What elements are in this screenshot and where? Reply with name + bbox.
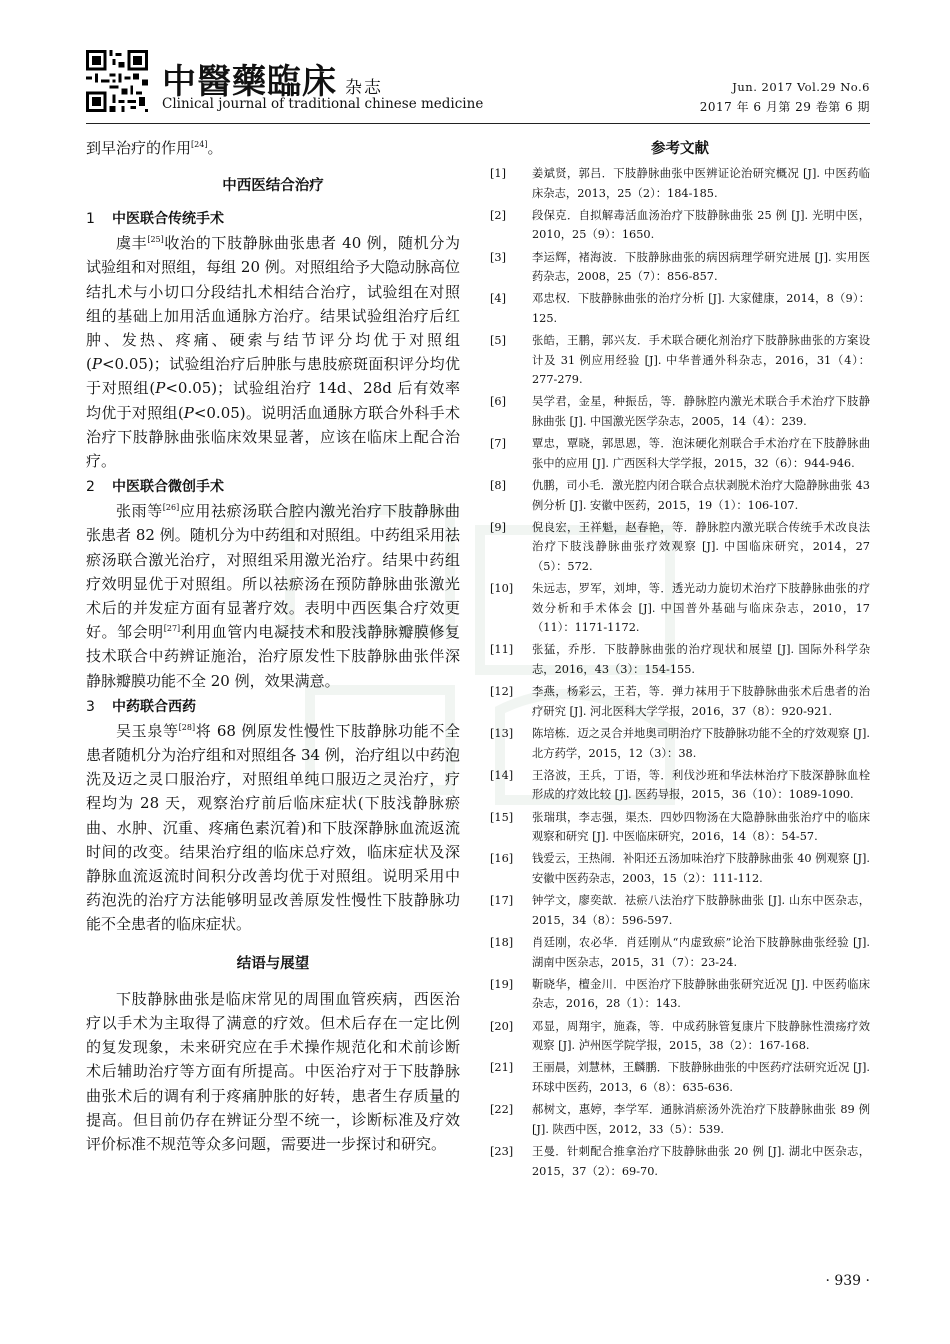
reference-item: [22] 郝树文，惠婷，李学军．通脉消瘀汤外洗治疗下肢静脉曲张 89 例 [J]. 陕西中医，2012，33（5）：539. bbox=[490, 1103, 870, 1136]
reference-item: [21] 王丽晨，刘慧林，王麟鹏．下肢静脉曲张的中医药疗法研究近况 [J]. 环球中医药，2013，6（8）：635-636. bbox=[490, 1061, 870, 1094]
reference-item: [8] 仇鹏，司小毛．激光腔内闭合联合点状剥脱术治疗大隐静脉曲张 43 例分析 [J]. 安徽中医药，2015，19（1）：106-107. bbox=[490, 479, 870, 512]
reference-item: [17] 钟学文，廖奕歆．祛瘀八法治疗下肢静脉曲张 [J]. 山东中医杂志，2015，34（8）：596-597. bbox=[490, 894, 870, 927]
reference-item: [11] 张猛，乔彤．下肢静脉曲张的治疗现状和展望 [J]. 国际外科学杂志，2016，43（3）：154-155. bbox=[490, 643, 870, 676]
reference-item: [15] 张瑞琪，李志强，渠杰．四妙四物汤在大隐静脉曲张治疗中的临床观察和研究 [J]. 中医临床研究，2016，14（8）：54-57. bbox=[490, 810, 870, 844]
reference-item: [10] 朱远志，罗军，刘坤，等．透光动力旋切术治疗下肢静脉曲张的疗效分析和手术体会 [J]. 中国普外基础与临床杂志，2010，17（11）：1171-1172. bbox=[490, 582, 870, 635]
page-number: · 939 · bbox=[825, 1273, 870, 1289]
reference-item: [16] 钱爱云，王热闹．补阳还五汤加味治疗下肢静脉曲张 40 例观察 [J]. 安徽中医药杂志，2003，15（2）：111-112. bbox=[490, 852, 870, 885]
right-column bbox=[490, 136, 870, 1184]
reference-item: [19] 靳晓华，檀金川．中医治疗下肢静脉曲张研究近况 [J]. 中医药临床杂志，2016，28（1）：143. bbox=[490, 977, 870, 1011]
reference-item: [3] 李运辉，褚海波．下肢静脉曲张的病因病理学研究进展 [J]. 实用医药杂志，2008，25（7）：856-857. bbox=[490, 250, 870, 284]
reference-item: [14] 王洛波，王兵，丁语，等．利伐沙班和华法林治疗下肢深静脉血栓形成的疗效比较 [J]. 医药导报，2015，36（10）：1089-1090. bbox=[490, 768, 870, 802]
subsection-title: 3 中药联合西药 bbox=[86, 698, 196, 715]
issue-info-en: Jun. 2017 Vol.29 No.6 bbox=[732, 80, 870, 94]
citation[interactable]: [27] bbox=[163, 624, 181, 634]
reference-item: [2] 段保克．自拟解毒活血汤治疗下肢静脉曲张 25 例 [J]. 光明中医，2010，25（9）：1650. bbox=[490, 208, 870, 242]
reference-item: [1] 姜斌贤，郭吕．下肢静脉曲张中医辨证论治研究概况 [J]. 中医药临床杂志，2013，25（2）：184-185. bbox=[490, 167, 870, 200]
journal-name-suffix: 杂志 bbox=[345, 78, 383, 98]
conclusion-paragraph: 下肢静脉曲张是临床常见的周围血管疾病，西医治疗以手术为主取得了满意的疗效。但术后存在一定比例的复发现象，未来研究应在手术操作规范化和术前诊断术后辅助治疗等方面有所提高。中医治疗对于下肢静脉曲张术后的调有利于疼痛肿胀的好转，患者生存质量的提高。但目前仍存在辨证分型不统一，诊断标准及疗效评价标准不规范等众多问题，需要进一步探讨和研究。 bbox=[86, 989, 460, 1153]
reference-item: [18] 肖廷刚，农必华．肖廷刚从“内虚致瘀”论治下肢静脉曲张经验 [J]. 湖南中医杂志，2015，31（7）：23-24. bbox=[490, 936, 870, 969]
citation[interactable]: [26] bbox=[162, 503, 180, 513]
subsection-title: 2 中医联合微创手术 bbox=[86, 479, 224, 496]
reference-item: [20] 邓显，周翔宇，施森，等．中成药脉管复康片下肢静脉性溃疡疗效观察 [J]. 泸州医学院学报，2015，38（2）：167-168. bbox=[490, 1019, 870, 1053]
citation[interactable]: [24] bbox=[191, 140, 208, 149]
journal-name-cn: 中醫藥臨床 bbox=[162, 62, 337, 102]
reference-item: [12] 李燕，杨彩云，王若，等．弹力袜用于下肢静脉曲张术后患者的治疗研究 [J]. 河北医科大学学报，2016，37（8）：920-921. bbox=[490, 685, 870, 718]
reference-item: [5] 张皓，王鹏，郭兴友．手术联合硬化剂治疗下肢静脉曲张的方案设计及 31 例应用经验 [J]. 中华普通外科杂志，2016，31（4）：277-279. bbox=[490, 334, 870, 387]
reference-item: [9] 倪良宏，王祥魁，赵春艳，等．静脉腔内激光联合传统手术改良法治疗下肢浅静脉曲张疗效观察 [J]. 中国临床研究，2014，27（5）：572. bbox=[490, 520, 870, 573]
left-column bbox=[86, 136, 460, 1156]
conclusion-title: 结语与展望 bbox=[236, 955, 310, 972]
body-paragraph: 吴玉泉等[28]将 68 例原发性慢性下肢静脉功能不全患者随机分为治疗组和对照组各 34 例，治疗组以中药泡洗及迈之灵口服治疗，对照组单纯口服迈之灵治疗，疗程均为 28 天，观察治疗前后临床症状(下肢浅静脉瘀曲、水肿、沉重、疼痛色素沉着)和下肢深静脉血流返流时间的改变。结果治疗组的临床总疗效，临床症状及深静脉血流返流时间积分改善均优于对照组。说明采用中药泡洗的治疗方法能够明显改善原发性慢性下肢静脉功能不全患者的临床症状。 bbox=[86, 721, 460, 934]
references-title: 参考文献 bbox=[651, 141, 709, 157]
reference-item: [7] 覃忠，覃晓，郭思恩，等．泡沫硬化剂联合手术治疗在下肢静脉曲张中的应用 [J]. 广西医科大学学报，2015，32（6）：944-946. bbox=[490, 437, 870, 470]
journal-name-en: Clinical journal of traditional chinese medicine bbox=[162, 96, 484, 112]
reference-item: [6] 吴学君，金星，种振岳，等．静脉腔内激光术联合手术治疗下肢静脉曲张 [J]. 中国激光医学杂志，2005，14（4）：239. bbox=[490, 395, 870, 428]
reference-list bbox=[490, 164, 870, 1181]
reference-item: [4] 邓忠权．下肢静脉曲张的治疗分析 [J]. 大家健康，2014，8（9）：125. bbox=[490, 292, 870, 325]
subsection-title: 1 中医联合传统手术 bbox=[86, 211, 224, 228]
citation[interactable]: [28] bbox=[178, 722, 196, 732]
body-paragraph: 张雨等[26]应用祛瘀汤联合腔内激光治疗下肢静脉曲张患者 82 例。随机分为中药组和对照组。中药组采用祛瘀汤联合激光治疗，对照组采用激光治疗。结果中药组疗效明显优于对照组。所以祛瘀汤在预防静脉曲张激光术后的并发症方面有显著疗效。表明中西医集合疗效更好。邹会明[27]利用血管内电凝技术和股浅静脉瓣膜修复技术联合中药辨证施治，治疗原发性下肢静脉曲张伴深静脉瓣膜功能不全 20 例，效果满意。 bbox=[86, 502, 460, 690]
body-paragraph: 虞丰[25]收治的下肢静脉曲张患者 40 例，随机分为试验组和对照组，每组 20 例。对照组给予大隐动脉高位结扎术与小切口分段结扎术相结合治疗，试验组在对照组的基础上加用活血通脉方治疗。结果试验组治疗后红肿、发热、疼痛、硬索与结节评分均优于对照组(P<0.05)；试验组治疗后肿胀与患肢瘀斑面积评分均优于对照组(P<0.05)；试验组治疗 14d、28d 后有效率均优于对照组(P<0.05)。说明活血通脉方联合外科手术治疗下肢静脉曲张临床效果显著，应该在临床上配合治疗。 bbox=[86, 234, 461, 471]
header-divider bbox=[86, 123, 870, 124]
qr-code-icon bbox=[86, 50, 148, 112]
reference-item: [13] 陈培栋．迈之灵合并地奥司明治疗下肢静脉功能不全的疗效观察 [J]. 北方药学，2015，12（3）：38. bbox=[490, 727, 870, 760]
citation[interactable]: [25] bbox=[147, 235, 164, 245]
section-title: 中西医结合治疗 bbox=[222, 178, 324, 195]
intro-paragraph: 到早治疗的作用[24]。 bbox=[86, 139, 223, 157]
journal-header bbox=[86, 46, 870, 120]
issue-info-cn: 2017 年 6 月第 29 卷第 6 期 bbox=[699, 100, 870, 114]
reference-item: [23] 王曼．针刺配合推拿治疗下肢静脉曲张 20 例 [J]. 湖北中医杂志，2015，37（2）：69-70. bbox=[490, 1145, 870, 1178]
